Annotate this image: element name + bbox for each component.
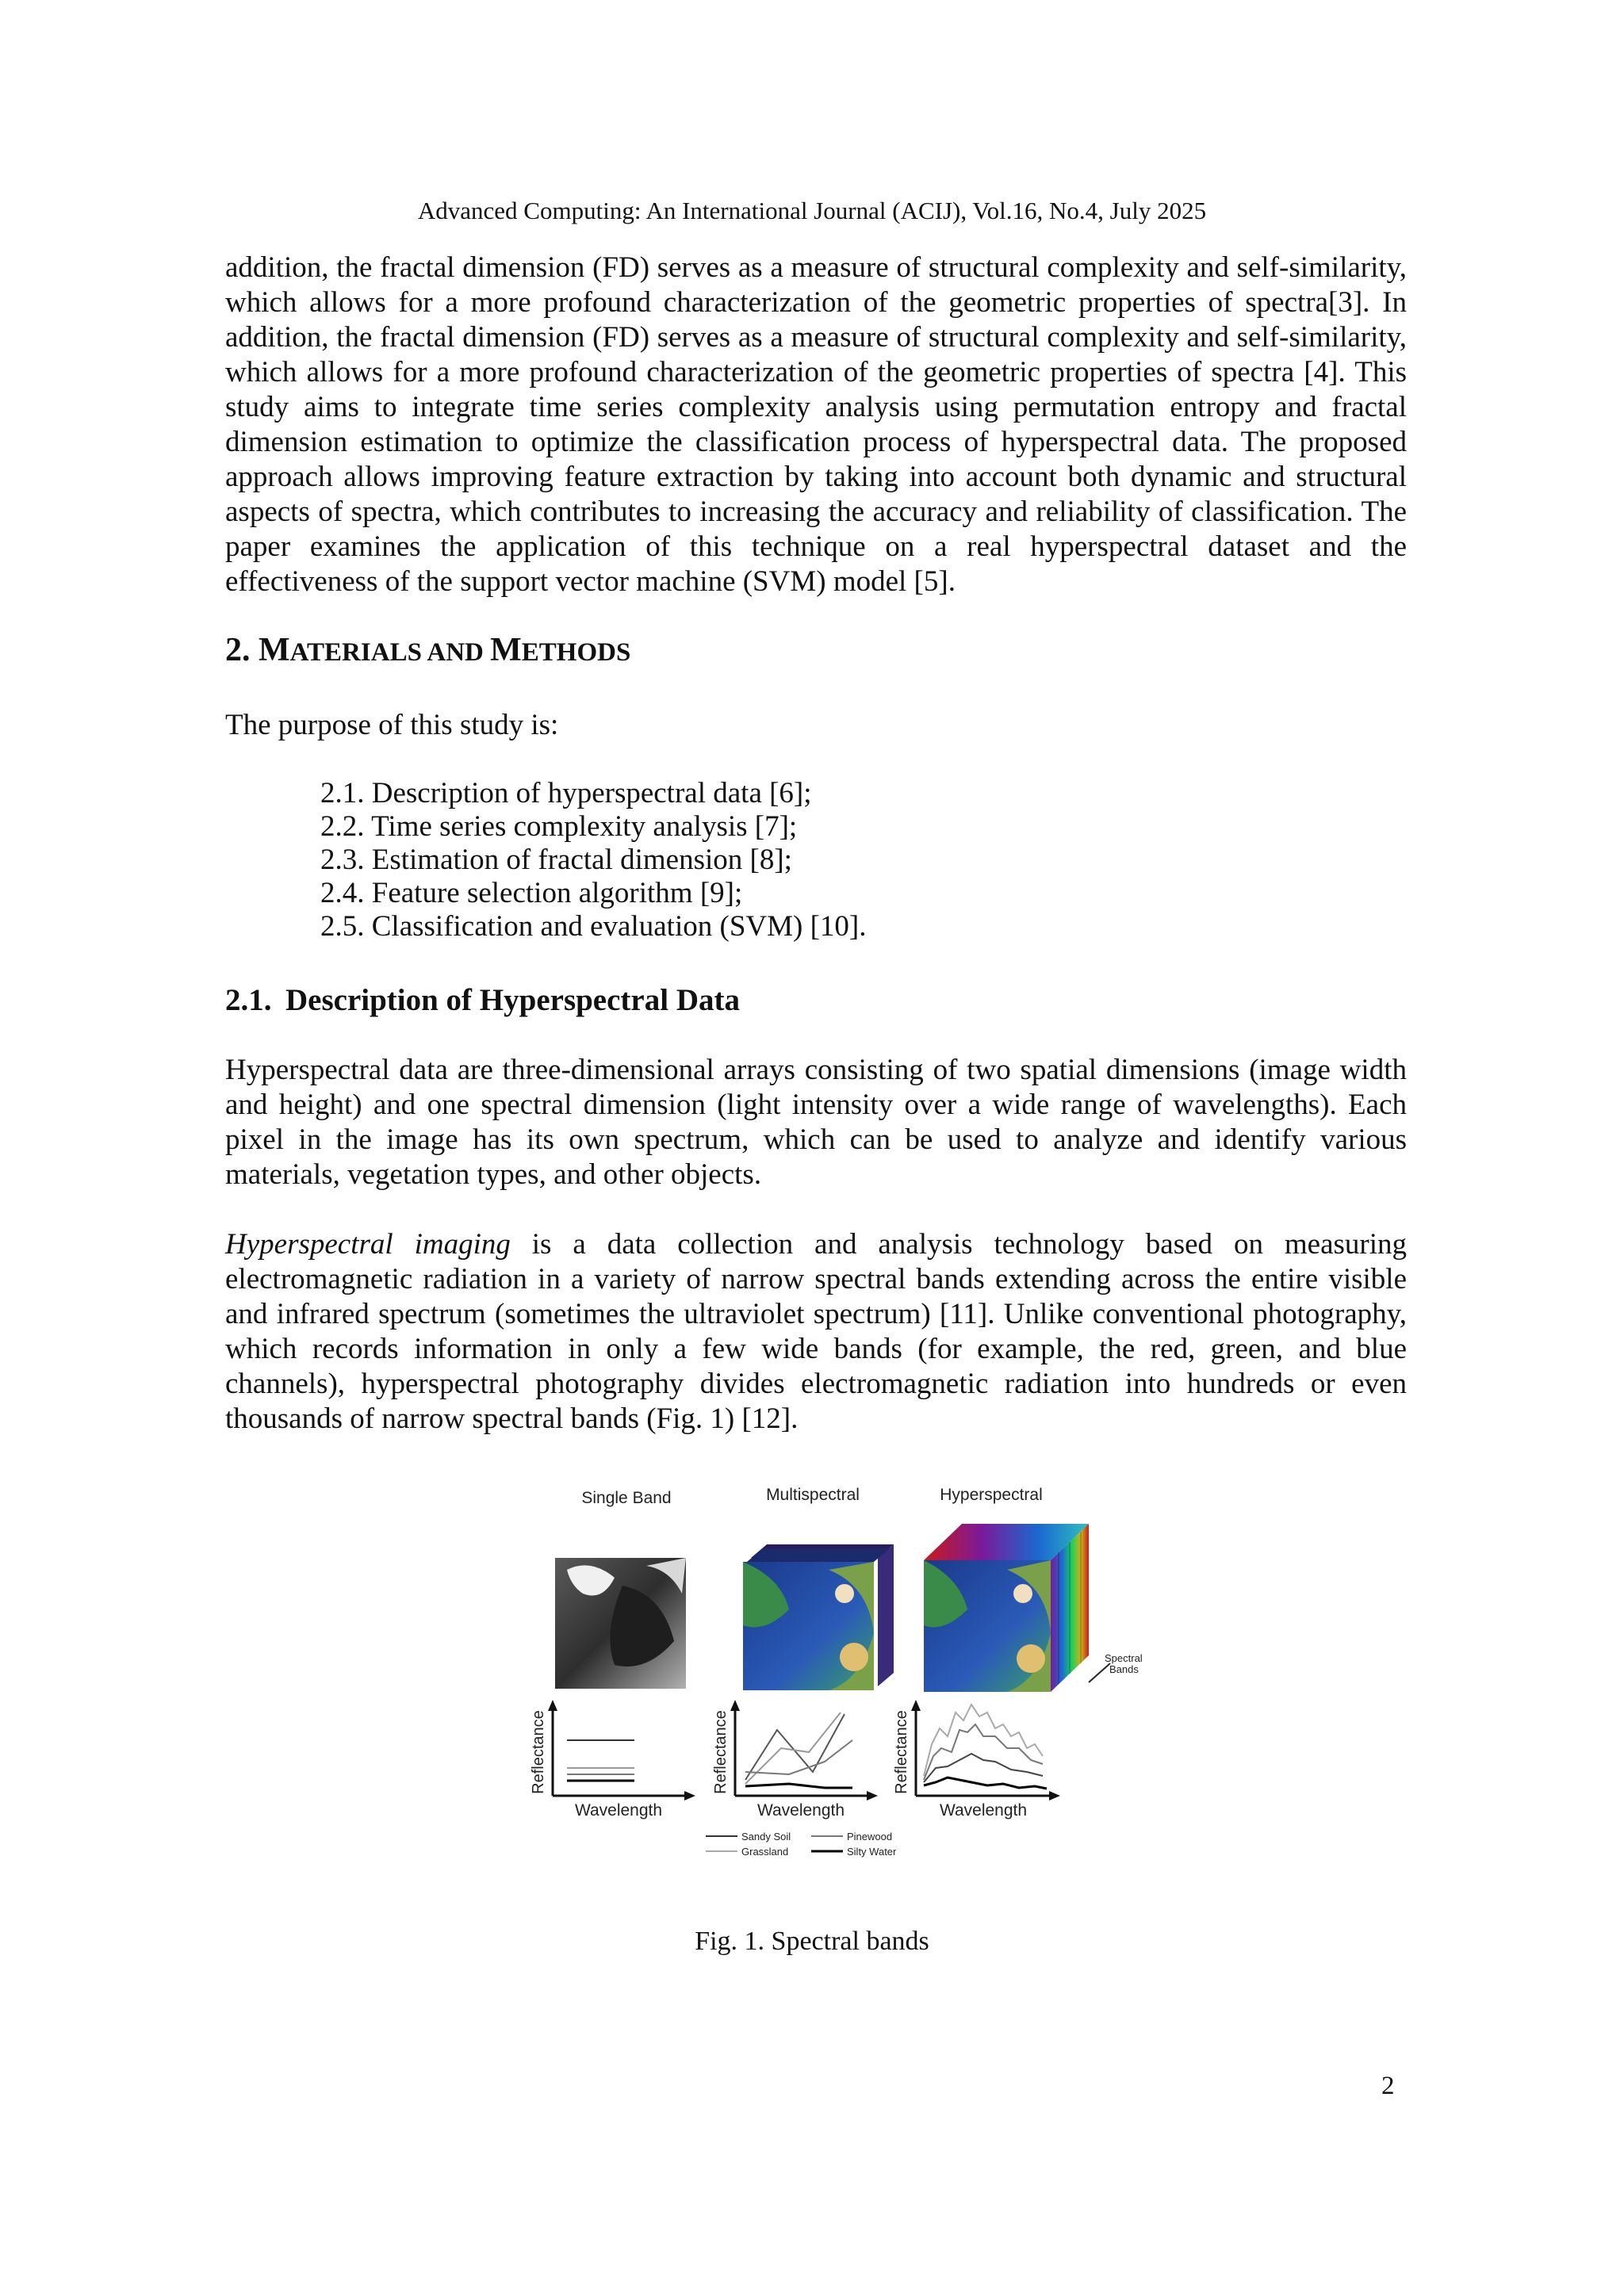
outline-item: 2.4. Feature selection algorithm [9];: [320, 877, 743, 909]
cube-label-spectral: Spectral: [1105, 1652, 1143, 1664]
purpose-sentence: The purpose of this study is:: [225, 709, 559, 741]
panel-title-multispectral: Multispectral: [766, 1486, 860, 1504]
hyperspectral-plot: [893, 1700, 1060, 1820]
legend-label-grassland: Grassland: [741, 1846, 789, 1858]
subsection-number: 2.1.: [225, 983, 272, 1017]
title-small-2: ETHODS: [521, 638, 631, 667]
multispectral-cube: [743, 1544, 894, 1690]
section-heading-materials-methods: [225, 631, 630, 669]
multispectral-plot: [712, 1700, 878, 1820]
legend-label-sandy-soil: Sandy Soil: [741, 1831, 791, 1843]
hyperspectral-cube: [924, 1524, 1143, 1692]
legend-label-pinewood: Pinewood: [847, 1831, 893, 1843]
panel-title-single-band: Single Band: [581, 1489, 672, 1507]
series-line: [924, 1705, 1043, 1776]
series-line: [924, 1777, 1047, 1789]
title-small-1: ATERIALS AND: [289, 638, 491, 667]
legend-label-silty-water: Silty Water: [847, 1846, 897, 1858]
subsection-heading-hyperspectral-data: [225, 982, 740, 1018]
y-axis-label: Reflectance: [893, 1710, 910, 1794]
intro-paragraph: addition, the fractal dimension (FD) serves as a measure of structural complexity and self-similarity, which allows for a more profound characterization of the geometric properties of spectra[3]. In addition, the fractal dimension (FD) serves as a measure of structural complexity and self-similarity, which allows for a more profound characterization of the geometric properties of spectra [4]. This study aims to integrate time series complexity analysis using permutation entropy and fractal dimension estimation to optimize the classification process of hyperspectral data. The proposed approach allows improving feature extraction by taking into account both dynamic and structural aspects of spectra, which contributes to increasing the accuracy and reliability of classification. The paper examines the application of this technique on a real hyperspectral dataset and the effectiveness of the support vector machine (SVM) model [5].: [225, 251, 1407, 598]
paragraph-rest: is a data collection and analysis technology based on measuring electromagnetic radiation in a variety of narrow spectral bands extending across the entire visible and infrared spectrum (sometimes the ultraviolet spectrum) [11]. Unlike conventional photography, which records information in only a few wide bands (for example, the red, green, and blue channels), hyperspectral photography divides electromagnetic radiation into hundreds or even thousands of narrow spectral bands (Fig. 1) [12].: [225, 1228, 1407, 1435]
italic-term: Hyperspectral imaging: [225, 1228, 511, 1261]
figure-legend: [706, 1831, 897, 1858]
spectral-bands-figure: [527, 1475, 1143, 1871]
single-band-plot: [530, 1700, 695, 1820]
series-line: [745, 1784, 852, 1788]
running-header: Advanced Computing: An International Journal (ACIJ), Vol.16, No.4, July 2025: [417, 197, 1207, 224]
series-line: [745, 1740, 852, 1774]
page-number: 2: [1381, 2072, 1395, 2100]
outline-item: 2.1. Description of hyperspectral data [6];: [320, 777, 812, 809]
outline-item: 2.3. Estimation of fractal dimension [8];: [320, 844, 792, 876]
section-number: 2.: [225, 632, 251, 668]
study-outline-list: [320, 777, 866, 943]
subsection-title: Description of Hyperspectral Data: [285, 983, 740, 1017]
x-axis-label: Wavelength: [756, 1801, 845, 1820]
title-cap-1: M: [259, 632, 290, 668]
panel-title-hyperspectral: Hyperspectral: [940, 1486, 1043, 1504]
series-line: [924, 1754, 1043, 1782]
hyperspectral-data-paragraph: Hyperspectral data are three-dimensional arrays consisting of two spatial dimensions (image width and height) and one spectral dimension (light intensity over a wide range of wavelengths). Each pixel in the image has its own spectrum, which can be used to analyze and identify various materials, vegetation types, and other objects.: [225, 1054, 1407, 1191]
figure-caption: Fig. 1. Spectral bands: [695, 1927, 929, 1956]
y-axis-label: Reflectance: [712, 1710, 730, 1794]
x-axis-label: Wavelength: [939, 1801, 1028, 1820]
cube-label-bands: Bands: [1109, 1663, 1139, 1675]
title-cap-2: M: [490, 632, 522, 668]
outline-item: 2.5. Classification and evaluation (SVM) [10].: [320, 910, 867, 943]
single-band-image: [555, 1558, 686, 1689]
outline-item: 2.2. Time series complexity analysis [7];: [320, 810, 798, 843]
hyperspectral-imaging-paragraph: [225, 1227, 1407, 1437]
y-axis-label: Reflectance: [530, 1710, 547, 1794]
x-axis-label: Wavelength: [574, 1801, 663, 1820]
